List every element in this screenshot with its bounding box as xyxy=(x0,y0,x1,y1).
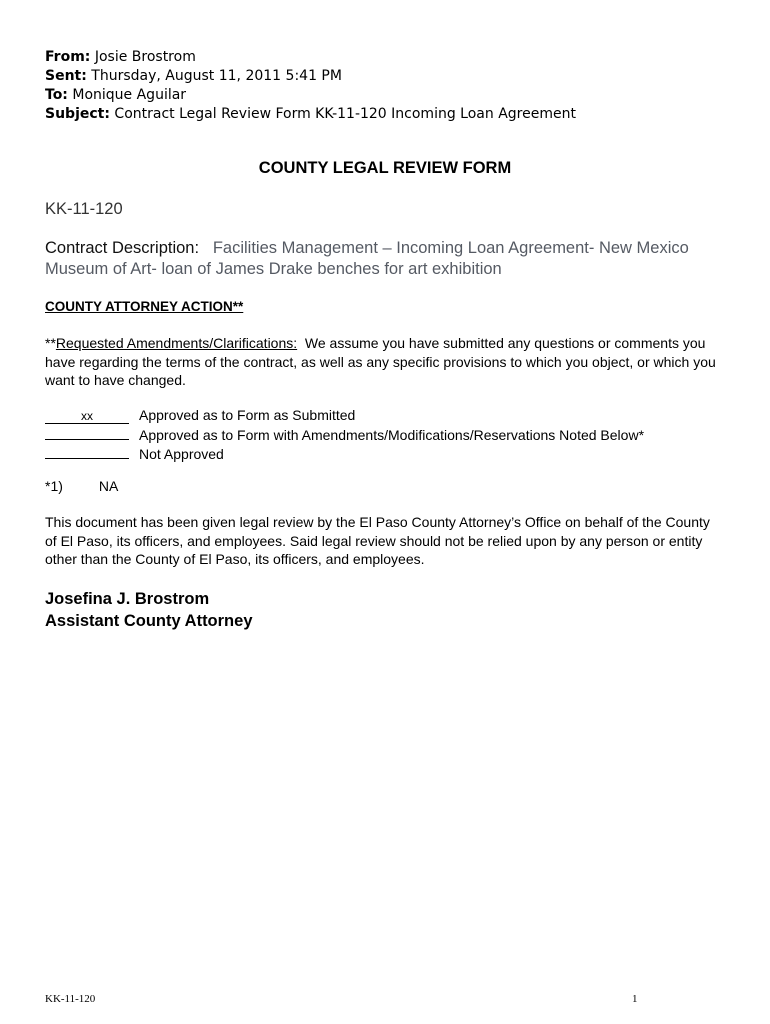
to-label: To: xyxy=(45,87,68,103)
option-blank xyxy=(45,444,129,459)
form-title: COUNTY LEGAL REVIEW FORM xyxy=(258,159,512,177)
email-to-row xyxy=(45,86,576,105)
email-sent-row xyxy=(45,67,576,86)
email-from-row xyxy=(45,48,576,67)
option-label: Approved as to Form with Amendments/Modifications/Reservations Noted Below* xyxy=(139,426,645,443)
signature-block xyxy=(45,588,253,632)
sent-label: Sent: xyxy=(45,68,87,84)
option-row xyxy=(45,406,644,425)
amendments-paragraph xyxy=(45,334,725,390)
approval-options xyxy=(45,406,644,464)
sent-value: Thursday, August 11, 2011 5:41 PM xyxy=(91,68,342,84)
to-value: Monique Aguilar xyxy=(72,87,187,103)
option-row xyxy=(45,444,644,464)
description-value: Facilities Management – Incoming Loan Agreement- New Mexico Museum of Art- loan of James Drake benches for art exhibition xyxy=(45,239,689,278)
from-value: Josie Brostrom xyxy=(94,49,196,65)
option-blank: xx xyxy=(45,409,129,424)
footer-page-number: 1 xyxy=(632,993,638,1005)
option-label: Approved as to Form as Submitted xyxy=(139,407,356,423)
amend-text: We assume you have submitted any questions or comments you have regarding the terms of the contract, as well as any specific provisions to which you object, or which you want to have changed. xyxy=(45,335,716,388)
email-header xyxy=(45,48,576,124)
note-number: *1) xyxy=(45,478,63,494)
subject-label: Subject: xyxy=(45,106,110,122)
subject-value: Contract Legal Review Form KK-11-120 Incoming Loan Agreement xyxy=(114,106,576,122)
signer-name: Josefina J. Brostrom xyxy=(45,590,210,608)
note-text: NA xyxy=(98,478,119,494)
signer-title: Assistant County Attorney xyxy=(45,612,253,630)
section-heading: COUNTY ATTORNEY ACTION** xyxy=(45,299,244,314)
footer-doc-id: KK-11-120 xyxy=(45,993,96,1005)
amend-label: Requested Amendments/Clarifications: xyxy=(55,335,298,351)
form-number: KK-11-120 xyxy=(45,200,123,218)
contract-description xyxy=(45,238,725,280)
disclaimer-paragraph: This document has been given legal review by the El Paso County Attorney’s Office on behalf of the County of El Paso, its officers, and employees. Said legal review should not be relied upon by any person or entity other than the County of El Paso, its officers, and employees. xyxy=(45,514,710,567)
from-label: From: xyxy=(45,49,91,65)
option-label: Not Approved xyxy=(139,446,224,462)
email-subject-row xyxy=(45,105,576,124)
note-item xyxy=(45,478,118,494)
option-blank xyxy=(45,425,129,440)
amend-prefix: ** xyxy=(45,335,56,351)
option-row xyxy=(45,425,644,445)
description-label: Contract Description: xyxy=(45,239,200,257)
